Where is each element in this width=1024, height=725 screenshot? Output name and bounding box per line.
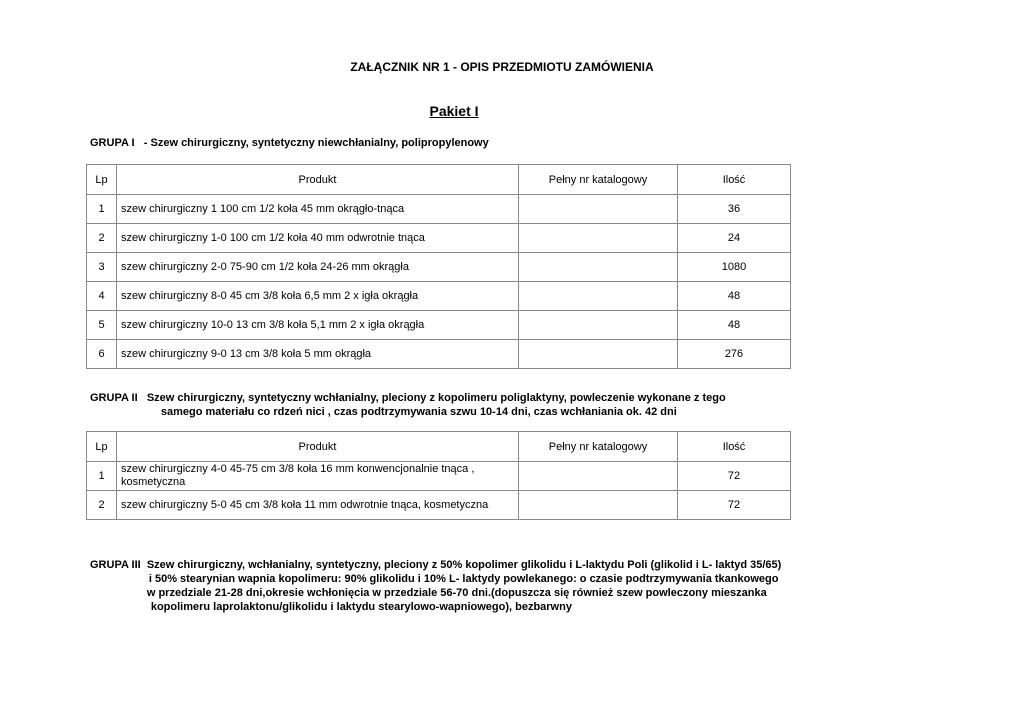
cell-produkt: szew chirurgiczny 9-0 13 cm 3/8 koła 5 mm okrągła — [117, 340, 519, 369]
pakiet-heading: Pakiet I — [429, 103, 479, 119]
header-lp: Lp — [87, 432, 117, 462]
group2-heading — [90, 391, 726, 419]
cell-ilosc: 276 — [678, 340, 791, 369]
table-row — [87, 311, 791, 340]
cell-lp: 5 — [87, 311, 117, 340]
group1-label: GRUPA I - — [90, 137, 151, 149]
cell-lp: 1 — [87, 195, 117, 224]
cell-lp: 2 — [87, 491, 117, 520]
cell-katalog — [519, 282, 678, 311]
table-row — [87, 340, 791, 369]
cell-katalog — [519, 340, 678, 369]
header-ilosc: Ilość — [678, 165, 791, 195]
group1-description: Szew chirurgiczny, syntetyczny niewchłanialny, polipropylenowy — [150, 137, 489, 149]
table-header-row — [87, 432, 791, 462]
cell-ilosc: 1080 — [678, 253, 791, 282]
table-row — [87, 224, 791, 253]
cell-katalog — [519, 253, 678, 282]
cell-lp: 1 — [87, 462, 117, 491]
cell-produkt: szew chirurgiczny 2-0 75-90 cm 1/2 koła 24-26 mm okrągła — [117, 253, 519, 282]
cell-produkt-line: kosmetyczna — [121, 476, 186, 488]
group3-line: i 50% stearynian wapnia kopolimeru: 90% glikolidu i 10% L- laktydy powlekanego: o czasie podtrzymywania tkankowego — [148, 573, 779, 585]
group3-description — [147, 558, 781, 614]
cell-katalog — [519, 491, 678, 520]
cell-ilosc: 72 — [678, 491, 791, 520]
group3-line: Szew chirurgiczny, wchłanialny, syntetyczny, pleciony z 50% kopolimer glikolidu i L-laktydu Poli (glikolid i L- laktyd 35/65) — [146, 559, 782, 571]
cell-ilosc: 24 — [678, 224, 791, 253]
header-lp: Lp — [87, 165, 117, 195]
group2-table — [86, 431, 791, 520]
group3-line: w przedziale 21-28 dni,okresie wchłonięcia w przedziale 56-70 dni.(dopuszcza się również szew powleczony mieszanka — [146, 587, 767, 599]
table-header-row — [87, 165, 791, 195]
header-produkt: Produkt — [117, 432, 519, 462]
cell-ilosc: 72 — [678, 462, 791, 491]
group2-description — [147, 391, 726, 419]
cell-ilosc: 36 — [678, 195, 791, 224]
group1-heading — [90, 136, 489, 150]
group2-line: Szew chirurgiczny, syntetyczny wchłanialny, pleciony z kopolimeru poliglaktyny, powleczenie wykonane z tego — [146, 392, 726, 404]
cell-lp: 4 — [87, 282, 117, 311]
header-ilosc: Ilość — [678, 432, 791, 462]
table-row — [87, 253, 791, 282]
cell-lp: 6 — [87, 340, 117, 369]
cell-katalog — [519, 195, 678, 224]
table-row — [87, 491, 791, 520]
document-title: ZAŁĄCZNIK NR 1 - OPIS PRZEDMIOTU ZAMÓWIENIA — [350, 60, 654, 74]
cell-produkt: szew chirurgiczny 5-0 45 cm 3/8 koła 11 mm odwrotnie tnąca, kosmetyczna — [117, 491, 519, 520]
cell-katalog — [519, 311, 678, 340]
cell-lp: 3 — [87, 253, 117, 282]
header-produkt: Produkt — [117, 165, 519, 195]
group1-table — [86, 164, 791, 369]
group3-line: kopolimeru laprolaktonu/glikolidu i laktydu stearylowo-wapniowego), bezbarwny — [150, 601, 572, 613]
cell-produkt — [117, 462, 519, 491]
header-katalog: Pełny nr katalogowy — [519, 165, 678, 195]
group2-label: GRUPA II — [90, 392, 147, 404]
group2-line: samego materiału co rdzeń nici , czas podtrzymywania szwu 10-14 dni, czas wchłaniania ok. 42 dni — [160, 406, 677, 418]
cell-katalog — [519, 224, 678, 253]
cell-produkt: szew chirurgiczny 10-0 13 cm 3/8 koła 5,1 mm 2 x igła okrągła — [117, 311, 519, 340]
cell-katalog — [519, 462, 678, 491]
cell-ilosc: 48 — [678, 282, 791, 311]
cell-lp: 2 — [87, 224, 117, 253]
cell-produkt-line: szew chirurgiczny 4-0 45-75 cm 3/8 koła 16 mm konwencjonalnie tnąca , — [121, 463, 475, 475]
group3-heading — [90, 558, 781, 614]
group3-label: GRUPA III — [90, 559, 147, 571]
table-row — [87, 462, 791, 491]
table-row — [87, 282, 791, 311]
cell-produkt: szew chirurgiczny 8-0 45 cm 3/8 koła 6,5 mm 2 x igła okrągła — [117, 282, 519, 311]
cell-produkt: szew chirurgiczny 1 100 cm 1/2 koła 45 mm okrągło-tnąca — [117, 195, 519, 224]
cell-produkt: szew chirurgiczny 1-0 100 cm 1/2 koła 40 mm odwrotnie tnąca — [117, 224, 519, 253]
header-katalog: Pełny nr katalogowy — [519, 432, 678, 462]
table-row — [87, 195, 791, 224]
cell-ilosc: 48 — [678, 311, 791, 340]
